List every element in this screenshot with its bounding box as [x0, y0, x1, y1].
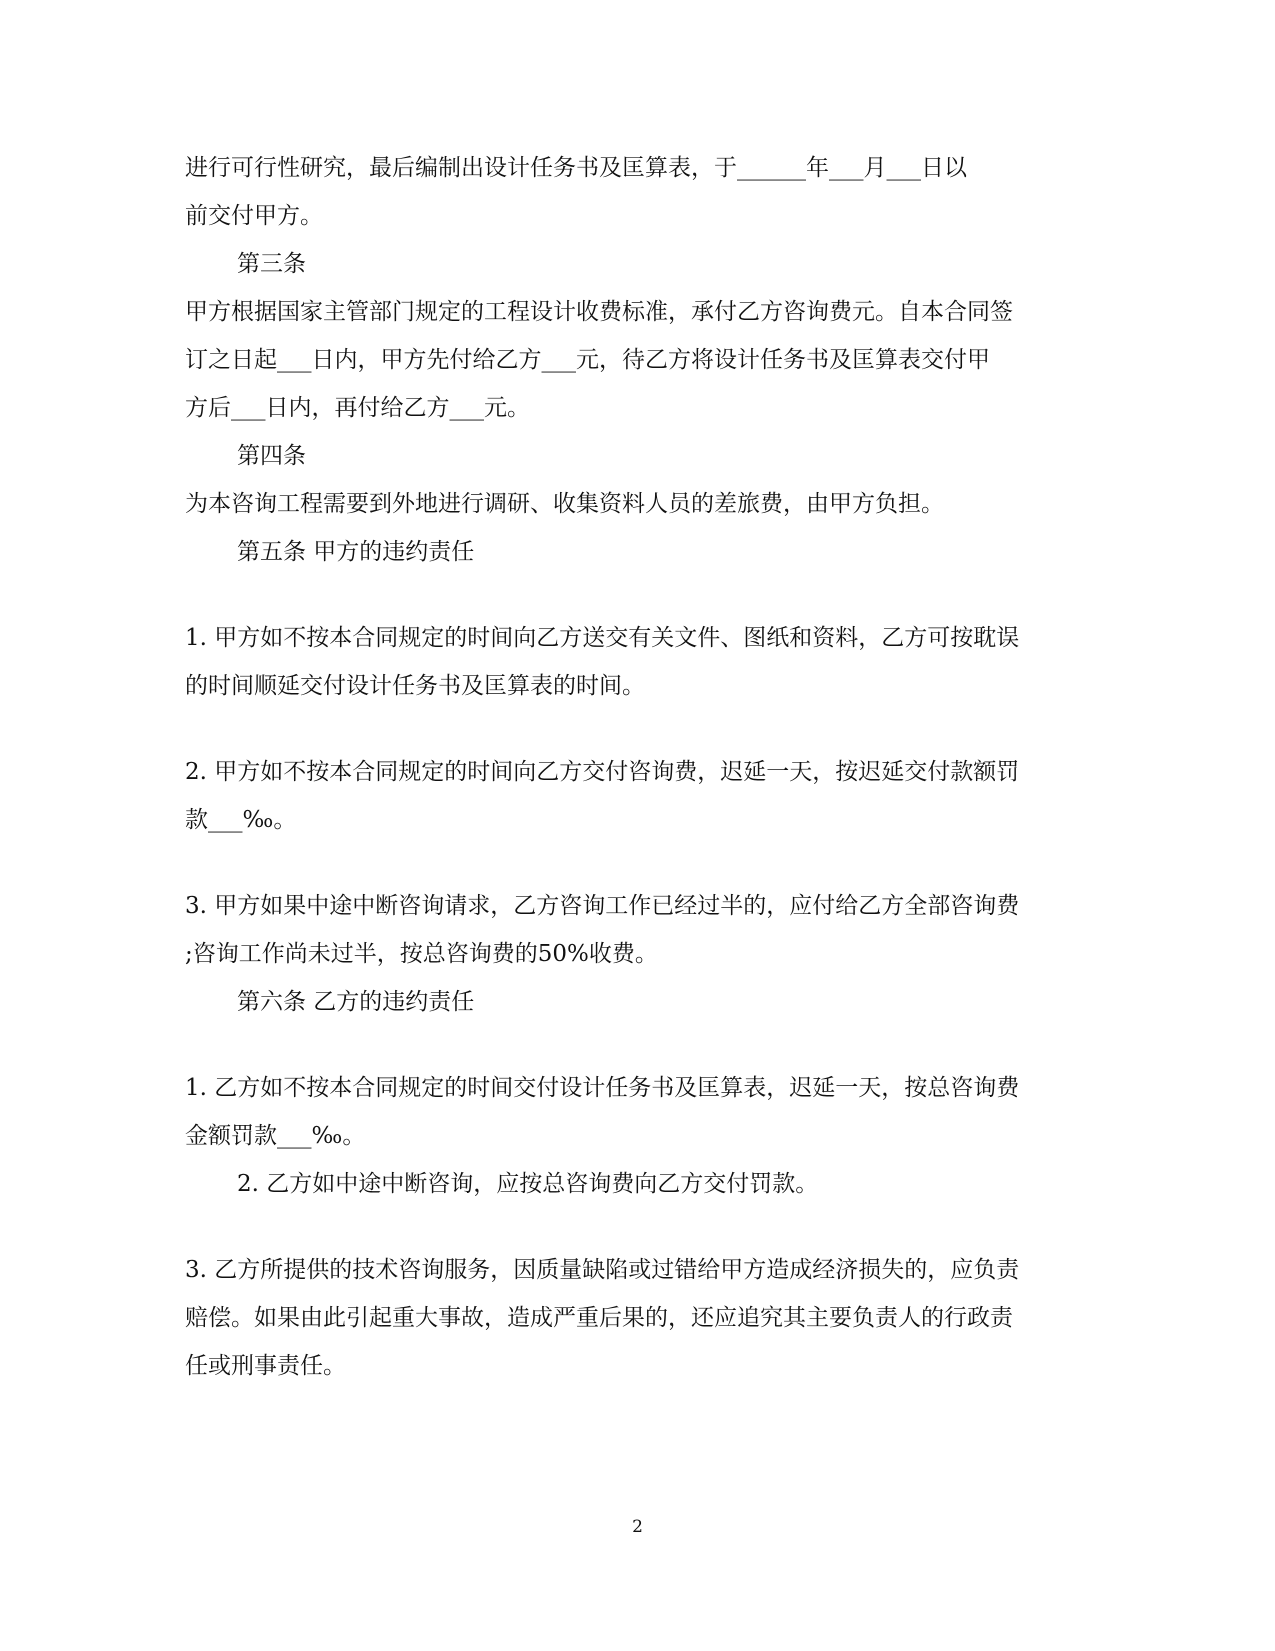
article-heading-5: 第五条 甲方的违约责任 [237, 539, 475, 565]
body-line: 为本咨询工程需要到外地进行调研、收集资料人员的差旅费，由甲方负担。 [185, 491, 944, 517]
clause-line: 3. 甲方如果中途中断咨询请求，乙方咨询工作已经过半的，应付给乙方全部咨询费 [185, 893, 1020, 919]
clause-line: 3. 乙方所提供的技术咨询服务，因质量缺陷或过错给甲方造成经济损失的，应负责 [185, 1257, 1020, 1283]
clause-line: 1. 甲方如不按本合同规定的时间向乙方送交有关文件、图纸和资料，乙方可按耽误 [185, 625, 1020, 651]
body-line: 进行可行性研究，最后编制出设计任务书及匡算表，于______年___月___日以 [185, 155, 967, 181]
article-heading-3: 第三条 [237, 251, 306, 277]
article-heading-4: 第四条 [237, 443, 306, 469]
clause-line: 款___‰。 [185, 807, 297, 833]
body-line: 前交付甲方。 [185, 203, 323, 229]
article-heading-6: 第六条 乙方的违约责任 [237, 989, 475, 1015]
clause-line: 1. 乙方如不按本合同规定的时间交付设计任务书及匡算表，迟延一天，按总咨询费 [185, 1075, 1020, 1101]
clause-line: 任或刑事责任。 [185, 1353, 346, 1379]
clause-line: 2. 甲方如不按本合同规定的时间向乙方交付咨询费，迟延一天，按迟延交付款额罚 [185, 759, 1020, 785]
page-number: 2 [632, 1517, 643, 1537]
body-line: 订之日起___日内，甲方先付给乙方___元，待乙方将设计任务书及匡算表交付甲 [185, 347, 990, 373]
clause-line: 金额罚款___‰。 [185, 1123, 366, 1149]
body-line: 甲方根据国家主管部门规定的工程设计收费标准，承付乙方咨询费元。自本合同签 [185, 299, 1013, 325]
clause-line: 赔偿。如果由此引起重大事故，造成严重后果的，还应追究其主要负责人的行政责 [185, 1305, 1013, 1331]
clause-line: 2. 乙方如中途中断咨询，应按总咨询费向乙方交付罚款。 [237, 1171, 819, 1197]
clause-line: ;咨询工作尚未过半，按总咨询费的50%收费。 [185, 941, 658, 967]
clause-line: 的时间顺延交付设计任务书及匡算表的时间。 [185, 673, 645, 699]
body-line: 方后___日内，再付给乙方___元。 [185, 395, 530, 421]
